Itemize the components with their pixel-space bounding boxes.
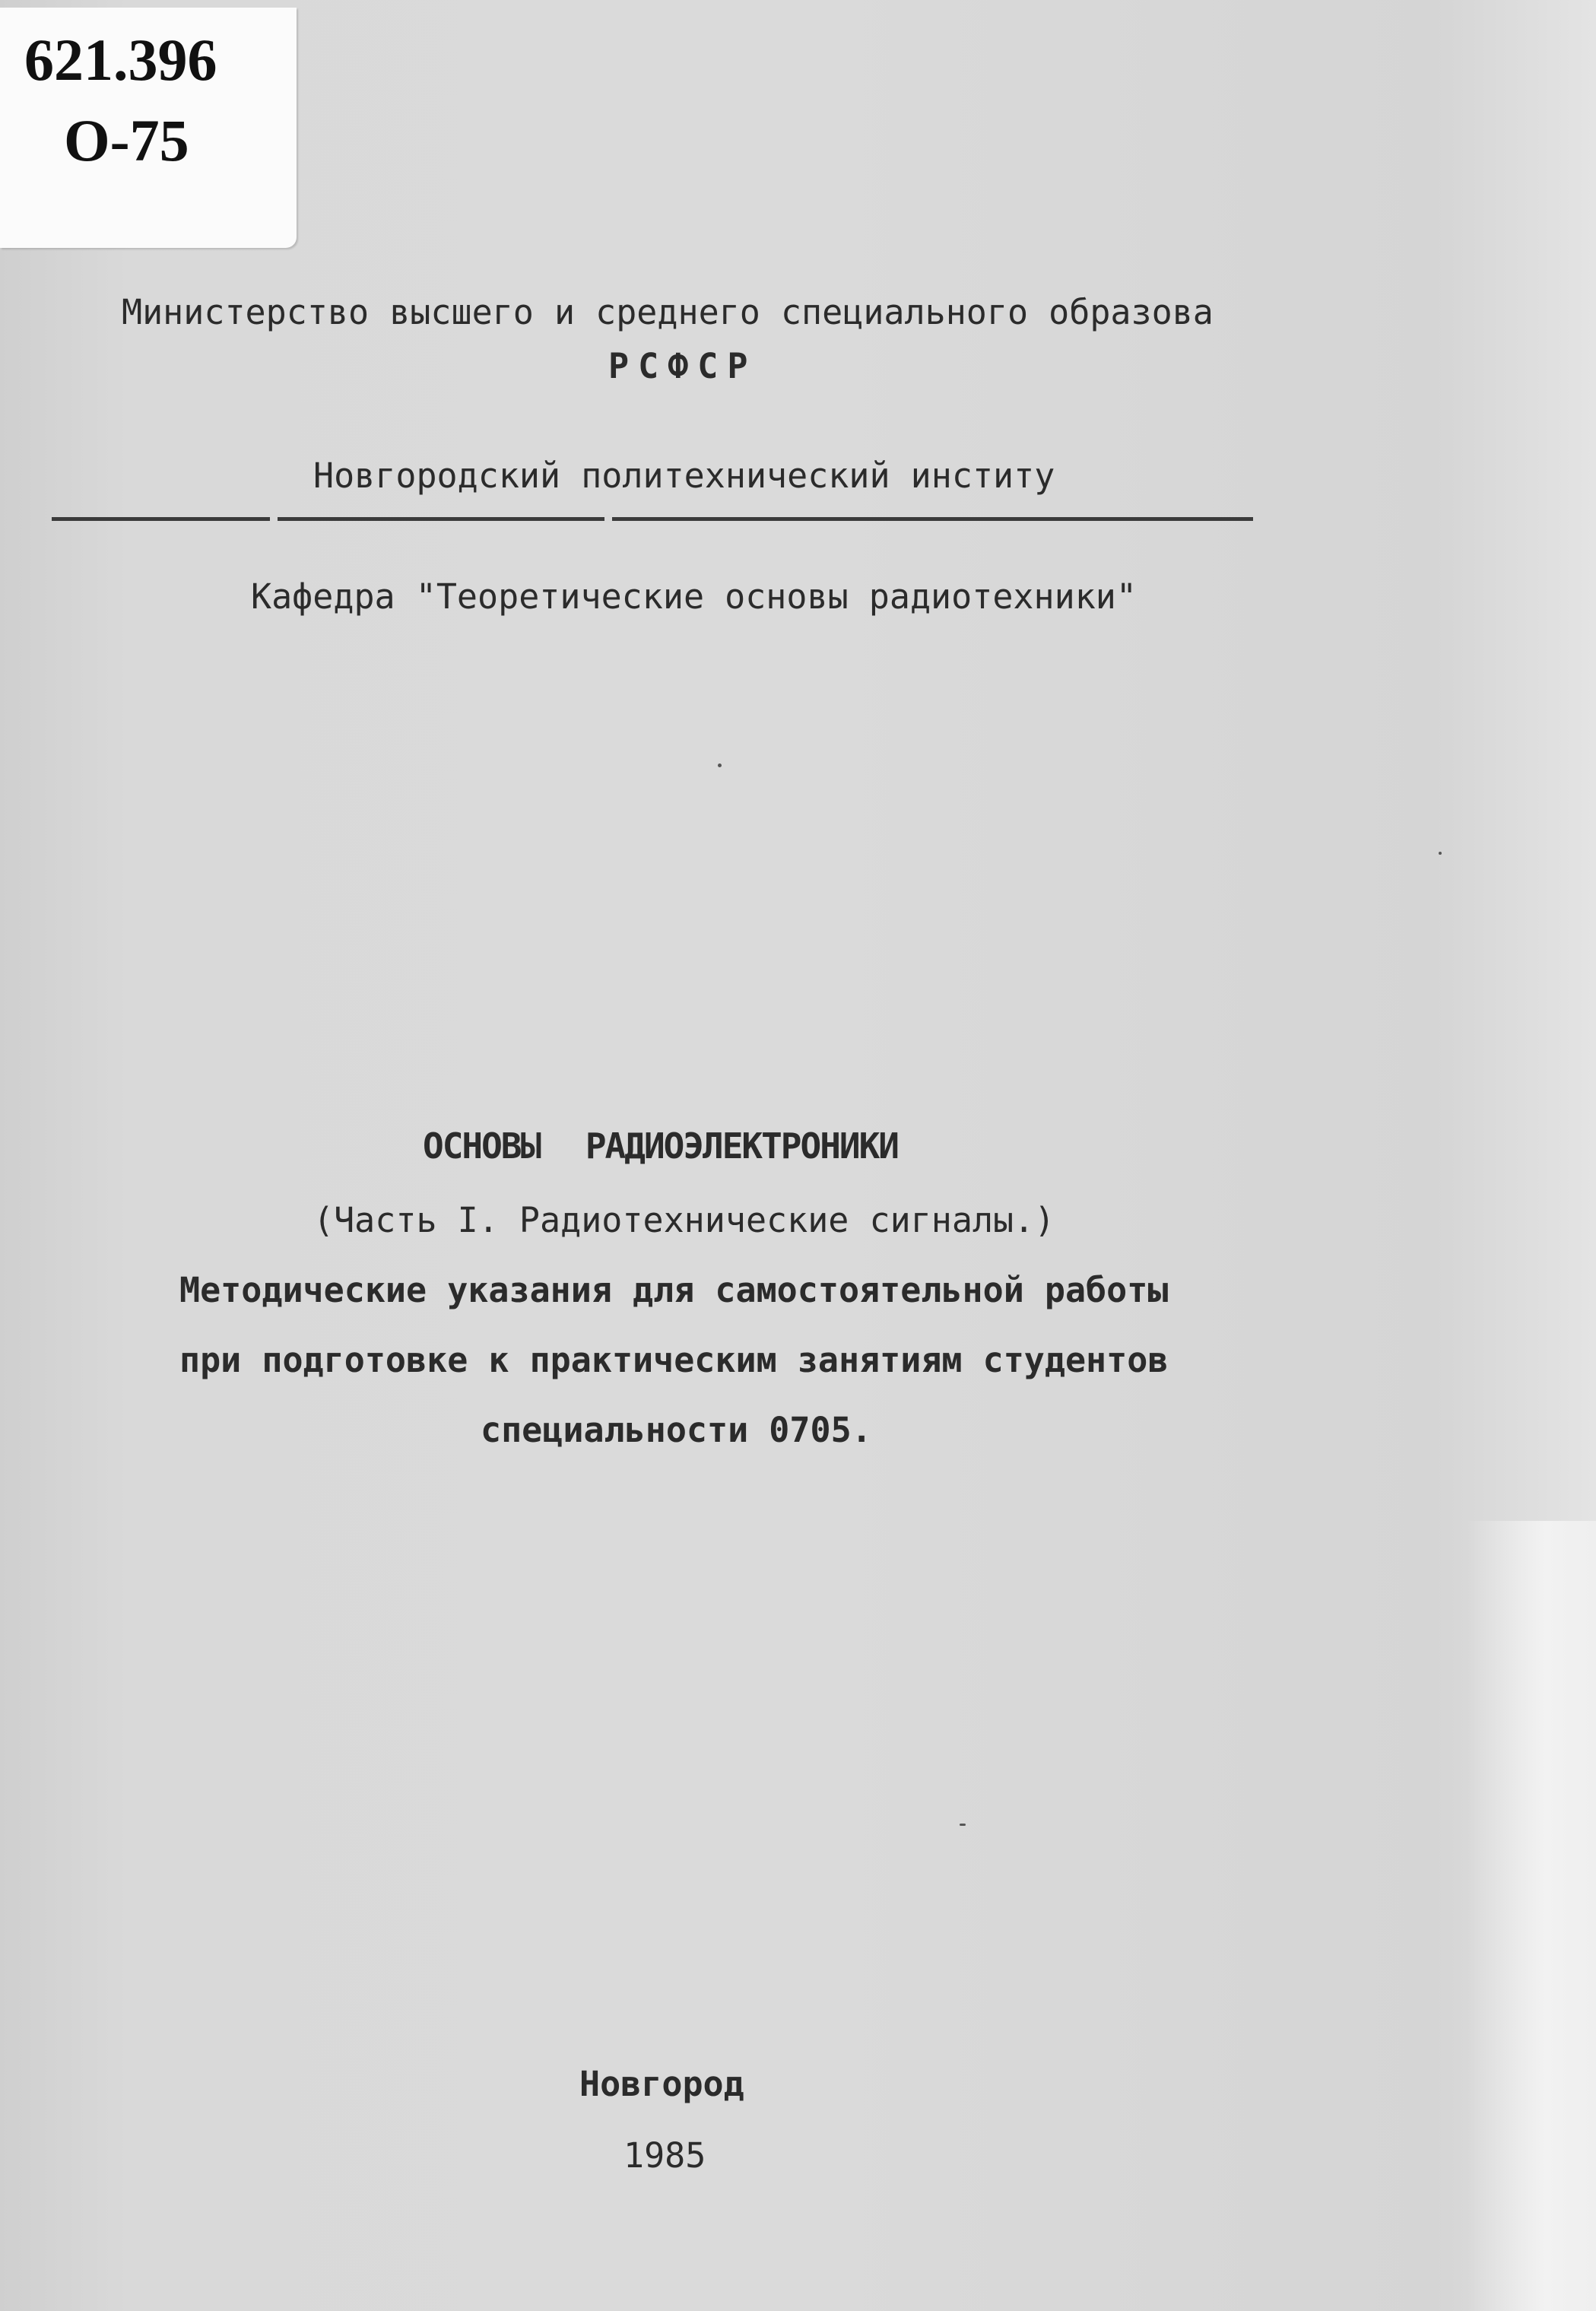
divider-gap (270, 514, 278, 523)
header-divider (52, 517, 1253, 521)
description-line-1: Методические указания для самостоятельной работы (179, 1270, 1169, 1310)
document-title: ОСНОВЫ РАДИОЭЛЕКТРОНИКИ (423, 1125, 898, 1167)
ministry-line: Министерство высшего и среднего специального образова (122, 292, 1214, 332)
imprint-city: Новгород (579, 2064, 744, 2104)
paper-speck (960, 1824, 966, 1826)
department-line: Кафедра "Теоретические основы радиотехники" (251, 576, 1137, 617)
scan-shading (1467, 1521, 1596, 2311)
paper-speck (718, 763, 722, 767)
classification-number: 621.396 (24, 27, 217, 93)
republic-line: РСФСР (608, 346, 757, 386)
library-call-number-label (0, 8, 297, 248)
description-line-2: при подготовке к практическим занятиям студентов (179, 1340, 1169, 1380)
divider-gap (604, 514, 612, 523)
paper-speck (1439, 852, 1442, 855)
description-line-3: специальности 0705. (481, 1410, 872, 1450)
part-subtitle: (Часть I. Радиотехнические сигналы.) (313, 1200, 1055, 1240)
imprint-year: 1985 (623, 2135, 706, 2176)
author-mark: О-75 (64, 107, 189, 173)
institute-line: Новгородский политехнический институ (313, 456, 1055, 496)
